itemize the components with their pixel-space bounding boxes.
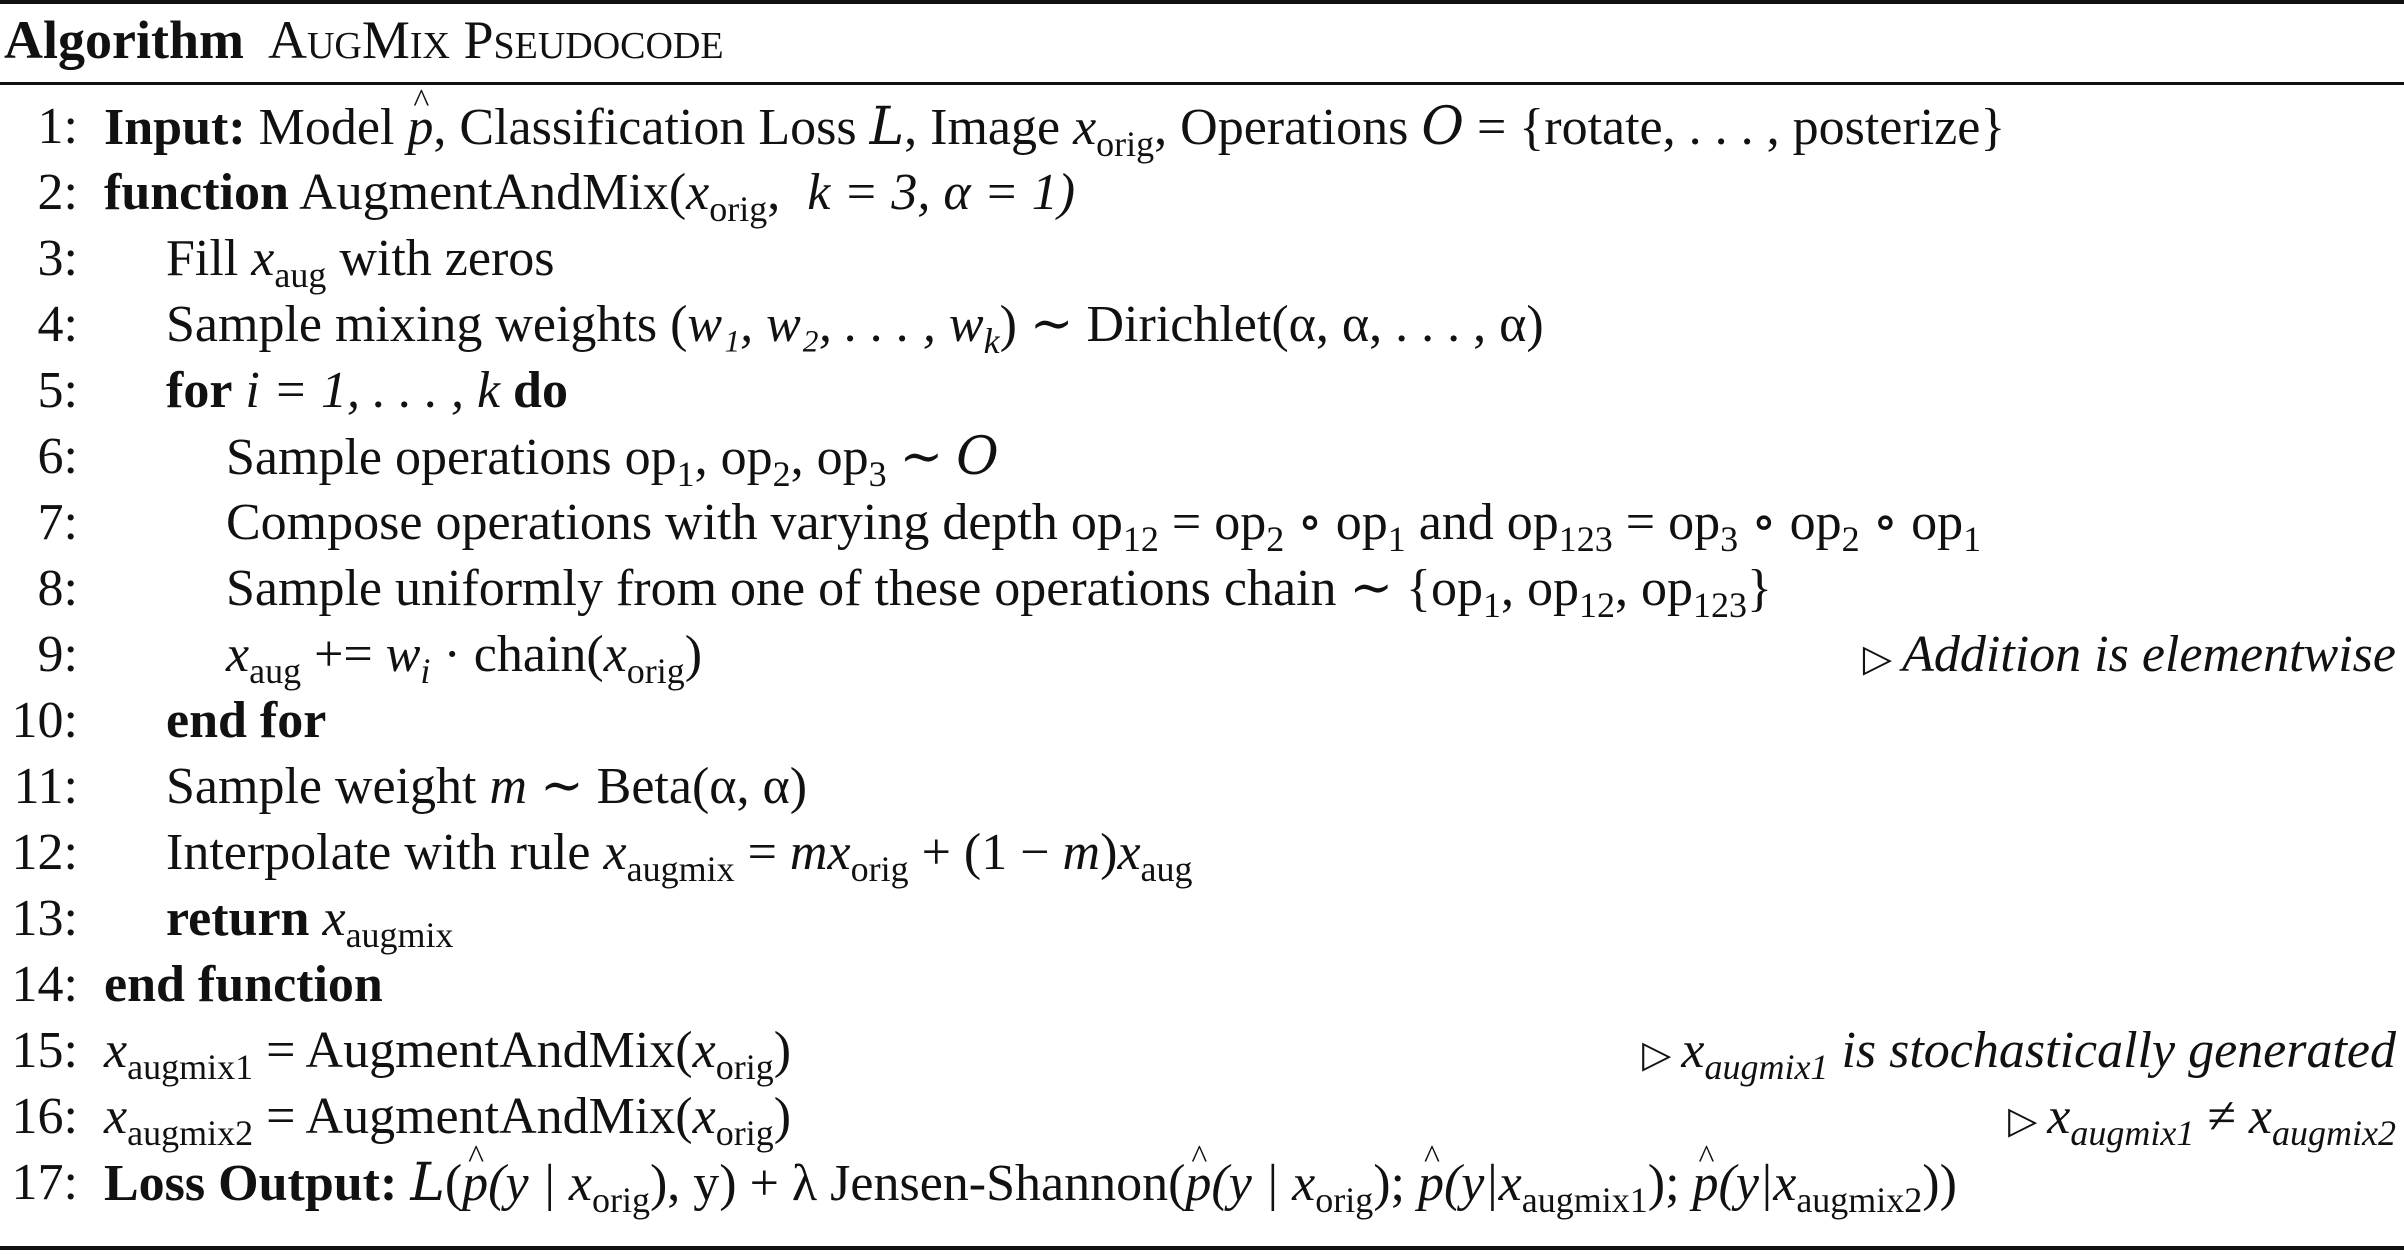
line-content: Fill $x_{aug}$ with zeros [166,230,555,295]
line-content: $x_{augmix1}$ = $AugmentAndMix(x_{orig})$ [104,1022,792,1087]
line-number: 6: [37,428,78,485]
line-content: Interpolate with rule $x_{augmix} = mx_{orig} + (1 - m)x_{aug}$ [166,824,1193,889]
line-content: Sample weight m ∼ Beta(α, α) [166,758,808,815]
algorithm-caption [4,10,724,70]
pseudocode-line-12 [0,820,2404,889]
line-content: Loss Output: L(^ p(y | $x_{orig}$), y) + λ Jensen-Shannon(^ p(y | $x_{orig}$); ^ $p(y|x_{augmix1})$; ^ $p(y|x_{augmix2})$) [104,1150,1957,1217]
pseudocode-line-5 [0,358,2404,424]
pseudocode-line-6 [0,424,2404,494]
pseudocode-line-3 [0,226,2404,295]
line-number: 8: [37,560,78,617]
bottom-rule [0,1246,2404,1250]
line-content: for i = 1, . . . , k do [166,362,568,419]
line-number: 2: [37,164,78,221]
line-content: end function [104,956,383,1013]
line-number: 5: [37,362,78,419]
line-content: return $x_{augmix}$ [166,890,454,955]
comment-triangle-icon: ▷ [1862,638,1893,680]
line-number: 10: [11,692,78,749]
line-content: Sample mixing weights (w₁, w₂, . . . , $w_k$) ∼ Dirichlet(α, α, . . . , α) [166,296,1544,361]
line-number: 14: [11,956,78,1013]
line-number: 1: [37,98,78,155]
line-comment: ▷ $x_{augmix1}$ is stochastically generated [1642,1022,2396,1087]
line-number: 13: [11,890,78,947]
pseudocode-line-7 [0,490,2404,559]
line-content: Sample uniformly from one of these operations chain ∼ {$op_1$, $op_{12}$, $op_{123}$} [226,560,1772,625]
line-number: 4: [37,296,78,353]
line-content: function $AugmentAndMix(x_{orig}$, k = 3, α = 1) [104,164,1076,229]
pseudocode-line-10 [0,688,2404,754]
line-content: $x_{aug} += w_i$ · $chain(x_{orig})$ [226,626,703,691]
pseudocode-line-14 [0,952,2404,1018]
line-content: $x_{augmix2}$ = $AugmentAndMix(x_{orig})$ [104,1088,792,1153]
pseudocode-line-17 [0,1150,2404,1220]
line-number: 15: [11,1022,78,1079]
pseudocode-line-1 [0,94,2404,164]
line-comment: ▷ $x_{augmix1} \ne x_{augmix2}$ [2008,1088,2396,1153]
line-number: 16: [11,1088,78,1145]
line-content: Input: Model ^ p, Classification Loss L, Image $x_{orig}$, Operations O = {rotate, . . . , posterize} [104,94,2005,161]
line-number: 12: [11,824,78,881]
pseudocode-line-13 [0,886,2404,955]
line-content: Sample operations $op_1$, $op_2$, $op_3$ ∼ O [226,427,999,494]
comment-triangle-icon: ▷ [2008,1100,2038,1142]
line-comment: ▷ Addition is elementwise [1862,626,2396,683]
pseudocode-line-9 [0,622,2404,691]
line-number: 17: [11,1154,78,1211]
line-number: 9: [37,626,78,683]
line-number: 7: [37,494,78,551]
comment-triangle-icon: ▷ [1642,1034,1672,1076]
line-number: 3: [37,230,78,287]
pseudocode-line-11 [0,754,2404,820]
pseudocode-line-4 [0,292,2404,361]
caption-rule [0,82,2404,85]
algorithm-label: Algorithm [4,10,244,70]
pseudocode-line-8 [0,556,2404,625]
algorithm-title: AugMix Pseudocode [267,10,724,70]
pseudocode-line-2 [0,160,2404,229]
line-number: 11: [13,758,78,815]
line-content: Compose operations with varying depth $op_{12} = op_2$ ∘ $op_1$ and $op_{123} = op_3$ ∘ $op_2$ ∘ $op_1$ [226,494,1982,559]
pseudocode-line-15 [0,1018,2404,1087]
line-content: end for [166,692,327,749]
top-rule [0,0,2404,4]
